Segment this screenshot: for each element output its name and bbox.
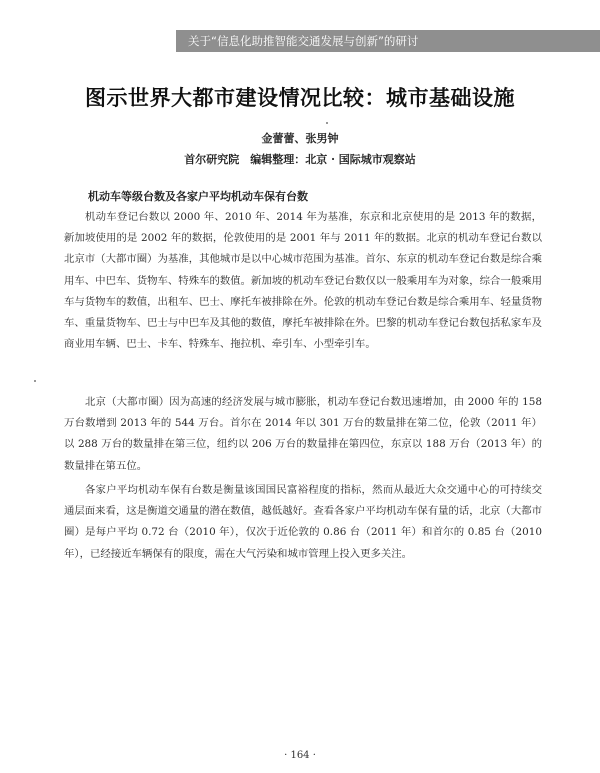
scan-speck xyxy=(34,380,36,382)
section-heading: 机动车等级台数及各家户平均机动车保有台数 xyxy=(88,190,308,203)
page-number: · 164 · xyxy=(284,750,316,761)
scan-speck xyxy=(326,122,328,124)
page-title: 图示世界大都市建设情况比较：城市基础设施 xyxy=(85,86,515,110)
paragraph-city-ranking: 北京（大都市圈）因为高速的经济发展与城市膨胀，机动车登记台数迅速增加，由 2000 年的 158 万台数增到 2013 年的 544 万台。首尔在 2014 年以 301 万台的数量排在第二位，伦敦（2011 年）以 288 万台的数量排在第三位，纽约以 206 万台的数量排在第四位，东京以 188 万台（2013 年）的数量排在第五位。 xyxy=(64,396,542,472)
running-header: 关于“信息化助推智能交通发展与创新”的研讨 xyxy=(176,30,600,52)
affiliation: 首尔研究院 编辑整理：北京 · 国际城市观察站 xyxy=(184,153,416,166)
paragraph-household-ownership: 各家户平均机动车保有台数是衡量该国国民富裕程度的指标，然而从最近大众交通中心的可持续交通层面来看，这是衡道交通量的潜在数值，越低越好。查看各家户平均机动车保有量的话，北京（大都市圈）是每户平均 0.72 台（2010 年），仅次于近伦敦的 0.86 台（2011 年）和首尔的 0.85 台（2010 年），已经接近车辆保有的限度，需在大气污染和城市管理上投入更多关注。 xyxy=(64,484,542,560)
paragraph-registration-basis: 机动车登记台数以 2000 年、2010 年、2014 年为基准，东京和北京使用的是 2013 年的数据，新加坡使用的是 2002 年的数据，伦敦使用的是 2001 年与 2011 年的数据。北京的机动车登记台数以北京市（大都市圈）为基准，其他城市是以中心城市范围为基准。首尔、东京的机动车登记台数是综合乘用车、中巴车、货物车、特殊车的数值。新加坡的机动车登记台数仅以一般乘用车为对象，综合一般乘用车与货物车的数值，出租车、巴士、摩托车被排除在外。伦敦的机动车登记台数是综合乘用车、轻量货物车、重量货物车、巴士与中巴车及其他的数值，摩托车被排除在外。巴黎的机动车登记台数包括私家车及商业用车辆、巴士、卡车、特殊车、拖拉机、牵引车、小型牵引车。 xyxy=(64,211,542,351)
authors: 金蕾蕾、张男钟 xyxy=(261,132,339,145)
